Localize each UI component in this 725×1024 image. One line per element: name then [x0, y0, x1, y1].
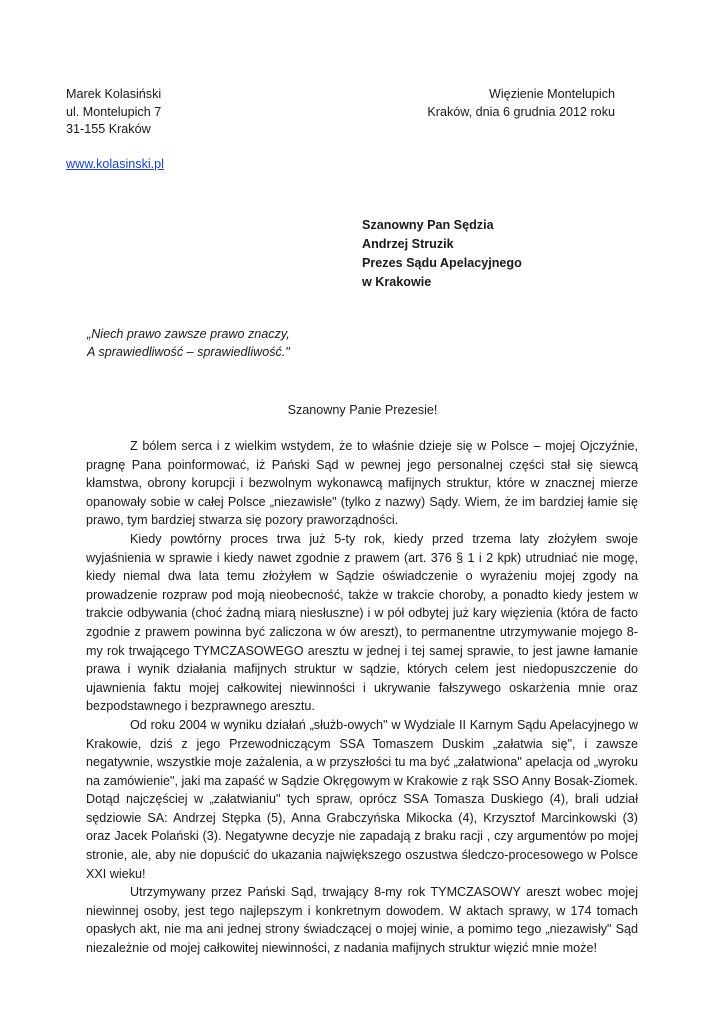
quote-line: „Niech prawo zawsze prawo znaczy, [87, 327, 290, 341]
recipient-block [362, 216, 522, 292]
sender-street: ul. Montelupich 7 [66, 104, 162, 119]
letter-body [86, 437, 638, 958]
sender-website-link[interactable]: www.kolasinski.pl [66, 156, 164, 171]
quote-line: A sprawiedliwość – sprawiedliwość." [87, 344, 290, 359]
body-paragraph: Utrzymywany przez Pański Sąd, trwający 8-my rok TYMCZASOWY areszt wobec mojej niewinnej osoby, jest tego najlepszym i konkretnym dowodem. W aktach sprawy, w 174 tomach opasłych akt, nie ma ani jednej strony świadczącej o mojej winie, a pomimo tego „niezawisły" Sąd niezależnie od mojej całkowitej niewinności, z nadania mafijnych struktur więzić mnie może! [86, 885, 638, 956]
institution: Więzienie Montelupich [489, 87, 615, 101]
motto-quote [87, 326, 290, 361]
place-date-block [315, 86, 615, 121]
body-paragraph: Kiedy powtórny proces trwa już 5-ty rok, kiedy przed trzema laty złożyłem swoje wyjaśnienia w sprawie i kiedy nawet zgodnie z prawem (art. 376 § 1 i 2 kpk) utrudniać nie mogę, kiedy niemal dwa lata temu złożyłem w Sądzie oświadczenie o wyrażeniu mojej zgody na prowadzenie rozpraw pod moją nieobecność, także w trakcie choroby, a ponadto kiedy jestem w trakcie odbywania (choć żadną miarą niesłuszne) i w pół odbytej już kary więzienia (która de facto zgodnie z prawem powinna być zaliczona w ów areszt), to permanentne utrzymywanie mojego 8-my rok trwającego TYMCZASOWEGO aresztu w jednej i tej samej sprawie, to jest jawne łamanie prawa i wynik działania mafijnych struktur w sądzie, których celem jest niedopuszczenie do ujawnienia faktu mojej całkowitej niewinności i ukrywanie fałszywego oskarżenia mnie oraz bezpodstawnego i bezprawnego aresztu. [86, 531, 638, 714]
sender-name: Marek Kolasiński [66, 87, 162, 101]
recipient-line: Szanowny Pan Sędzia [362, 218, 494, 232]
recipient-line: Andrzej Struzik [362, 237, 454, 251]
date-line: Kraków, dnia 6 grudnia 2012 roku [427, 104, 615, 119]
body-paragraph: Od roku 2004 w wyniku działań „służb-owych" w Wydziale II Karnym Sądu Apelacyjnego w Krakowie, dziś z jego Przewodniczącym SSA Tomaszem Duskim „załatwia się", i zawsze negatywnie, wszystkie moje zażalenia, a w przyszłości tu ma być „załatwiona" apelacja od „wyroku na zamówienie", jaki ma zapaść w Sądzie Okręgowym w Krakowie z rąk SSO Anny Bosak-Ziomek. Dotąd najczęściej w „załatwianiu" tych spraw, oprócz SSA Tomasza Duskiego (4), brali udział sędziowie SA: Andrzej Stępka (5), Anna Grabczyńska Mikocka (4), Krzysztof Marcinkowski (3) oraz Jacek Polański (3). Negatywne decyzje nie zapadają z braku racji , czy argumentów po mojej stronie, ale, aby nie dopuścić do ukazania największego oszustwa śledczo-procesowego w Polsce XXI wieku! [86, 717, 638, 881]
sender-block [66, 86, 326, 173]
sender-postal-city: 31-155 Kraków [66, 122, 151, 137]
salutation: Szanowny Panie Prezesie! [287, 403, 438, 417]
recipient-line: w Krakowie [362, 275, 432, 289]
recipient-line: Prezes Sądu Apelacyjnego [362, 256, 522, 270]
body-paragraph: Z bólem serca i z wielkim wstydem, że to właśnie dzieje się w Polsce – mojej Ojczyźnie, pragnę Pana poinformować, iż Pański Sąd w pewnej jego personalnej części stał się siewcą kłamstwa, obrony korupcji i bezwolnym wykonawcą mafijnych struktur, które w znacznej mierze opanowały sobie w całej Polsce „niezawisłe" (tylko z nazwy) Sądy. Wiem, że im bardziej łamie się prawo, tym bardziej stwarza się pozory praworządności. [86, 439, 638, 528]
